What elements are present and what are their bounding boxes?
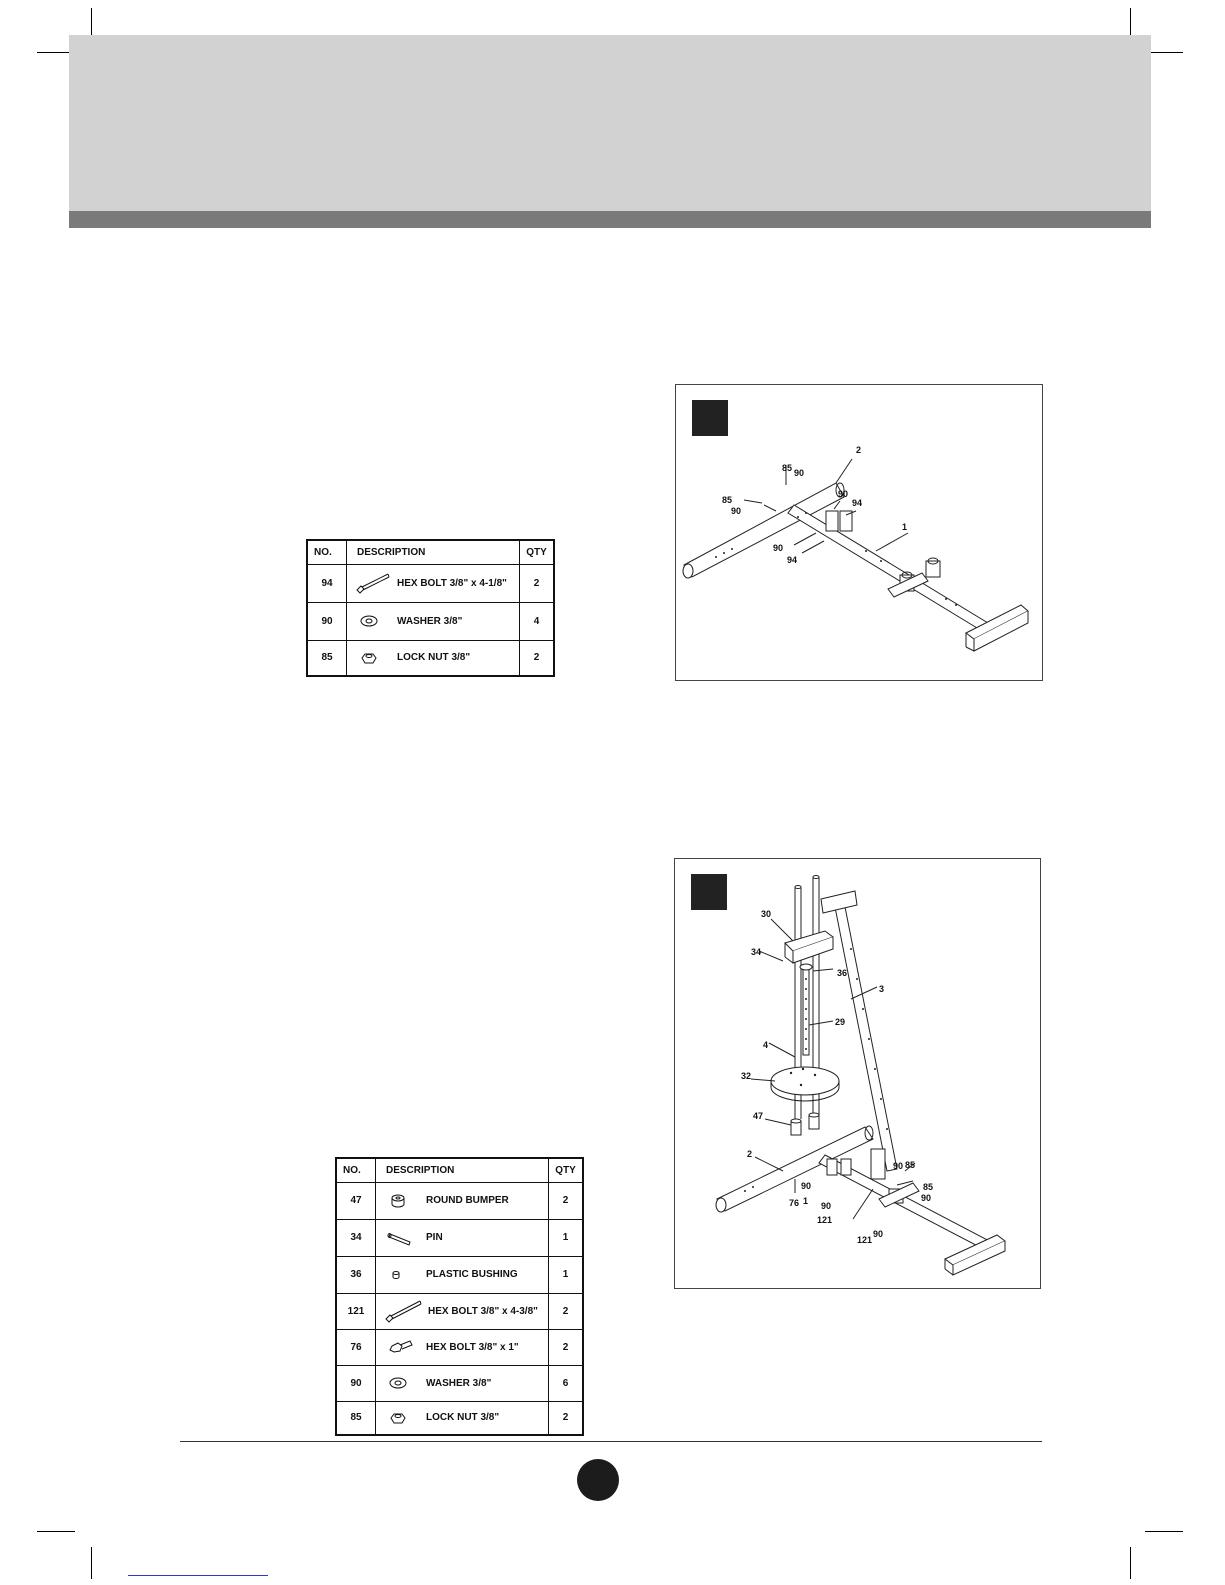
- table-header-qty: QTY: [520, 540, 555, 564]
- table-row: [336, 1293, 583, 1329]
- part-description: ROUND BUMPER: [426, 1195, 509, 1206]
- part-number: 36: [336, 1256, 376, 1293]
- table-row: [336, 1219, 583, 1256]
- callout-label: 47: [753, 1111, 764, 1121]
- callout-label: 90: [873, 1229, 884, 1239]
- part-number: 121: [336, 1293, 376, 1329]
- crop-mark: [1130, 8, 1131, 38]
- step2-figure: [674, 858, 1041, 1289]
- crop-mark: [37, 1531, 75, 1532]
- crop-mark: [91, 1547, 92, 1579]
- callout-label: 85: [782, 463, 793, 473]
- crop-mark: [91, 8, 92, 38]
- table-row: [307, 602, 554, 640]
- callout-label: 29: [835, 1017, 846, 1027]
- callout-label: 34: [751, 947, 762, 957]
- step1-assembly-diagram: [676, 385, 1042, 680]
- part-description: HEX BOLT 3/8" x 4-3/8": [428, 1305, 538, 1317]
- callout-label: 94: [787, 555, 798, 565]
- table-header-no: NO.: [307, 540, 347, 564]
- part-qty: 2: [549, 1182, 584, 1219]
- callout-label: 90: [821, 1201, 832, 1211]
- callout-label: 90: [801, 1181, 812, 1191]
- header-bar: [69, 211, 1151, 228]
- part-number: 85: [336, 1401, 376, 1435]
- hex-bolt-long-icon: [384, 1297, 424, 1325]
- crop-mark: [1145, 1531, 1183, 1532]
- part-description: WASHER 3/8": [397, 615, 463, 627]
- callout-label: 3: [879, 984, 885, 994]
- part-number: 34: [336, 1219, 376, 1256]
- table-row: [336, 1365, 583, 1401]
- table-row: [336, 1401, 583, 1435]
- callout-label: 85: [923, 1182, 934, 1192]
- part-description: HEX BOLT 3/8" x 1": [426, 1341, 519, 1353]
- table-row: [336, 1256, 583, 1293]
- part-qty: 1: [549, 1256, 584, 1293]
- hex-bolt-short-icon: [384, 1337, 420, 1357]
- part-qty: 2: [520, 640, 555, 676]
- part-qty: 2: [549, 1329, 584, 1365]
- page-number-badge: [577, 1459, 619, 1501]
- pin-icon: [384, 1228, 420, 1248]
- part-description: LOCK NUT 3/8": [426, 1412, 500, 1424]
- callout-label: 90: [921, 1193, 932, 1203]
- plastic-bushing-icon: [384, 1265, 420, 1285]
- header-band: [69, 35, 1151, 211]
- part-qty: 2: [549, 1401, 584, 1435]
- part-number: 94: [307, 564, 347, 602]
- callout-label: 36: [837, 968, 848, 978]
- table-header-no: NO.: [336, 1158, 376, 1182]
- part-qty: 1: [549, 1219, 584, 1256]
- table-header-qty: QTY: [549, 1158, 584, 1182]
- callout-label: 32: [741, 1071, 752, 1081]
- step1-parts-table: [306, 539, 555, 677]
- table-row: [307, 564, 554, 602]
- hex-bolt-long-icon: [355, 571, 391, 595]
- part-qty: 4: [520, 602, 555, 640]
- washer-icon: [355, 611, 391, 631]
- callout-label: 1: [902, 522, 908, 532]
- lock-nut-icon: [355, 648, 391, 668]
- part-description: LOCK NUT 3/8": [397, 652, 471, 664]
- callout-label: 30: [761, 909, 772, 919]
- step2-parts-table: [335, 1157, 584, 1436]
- table-row: [336, 1182, 583, 1219]
- callout-label: 121: [817, 1215, 833, 1225]
- part-description: PIN: [426, 1232, 443, 1243]
- table-header-description: DESCRIPTION: [347, 540, 520, 564]
- part-description: WASHER 3/8": [426, 1377, 492, 1389]
- table-row: [336, 1329, 583, 1365]
- table-row: [307, 640, 554, 676]
- part-number: 47: [336, 1182, 376, 1219]
- crop-mark: [1130, 1547, 1131, 1579]
- part-number: 90: [307, 602, 347, 640]
- part-qty: 2: [549, 1293, 584, 1329]
- callout-label: 76: [789, 1198, 800, 1208]
- table-header-description: DESCRIPTION: [376, 1158, 549, 1182]
- callout-label: 2: [747, 1149, 753, 1159]
- part-qty: 6: [549, 1365, 584, 1401]
- callout-label: 4: [763, 1040, 769, 1050]
- callout-label: 85: [722, 495, 733, 505]
- bottom-link-underline: [128, 1575, 268, 1576]
- part-qty: 2: [520, 564, 555, 602]
- part-description: HEX BOLT 3/8" x 4-1/8": [397, 577, 507, 589]
- callout-label: 85: [905, 1160, 916, 1170]
- callout-label: 94: [852, 498, 863, 508]
- callout-label: 90: [773, 543, 784, 553]
- part-number: 90: [336, 1365, 376, 1401]
- callout-label: 121: [857, 1235, 873, 1245]
- round-bumper-icon: [384, 1191, 420, 1211]
- callout-label: 90: [731, 506, 742, 516]
- part-number: 85: [307, 640, 347, 676]
- callout-label: 90: [794, 468, 805, 478]
- step2-assembly-diagram: [675, 859, 1040, 1288]
- part-number: 76: [336, 1329, 376, 1365]
- callout-label: 90: [893, 1161, 904, 1171]
- callout-label: 1: [803, 1196, 809, 1206]
- step1-figure: [675, 384, 1043, 681]
- washer-icon: [384, 1373, 420, 1393]
- footer-rule: [180, 1441, 1042, 1442]
- part-description: PLASTIC BUSHING: [426, 1269, 518, 1280]
- callout-label: 90: [838, 489, 849, 499]
- lock-nut-icon: [384, 1408, 420, 1428]
- callout-label: 2: [856, 445, 862, 455]
